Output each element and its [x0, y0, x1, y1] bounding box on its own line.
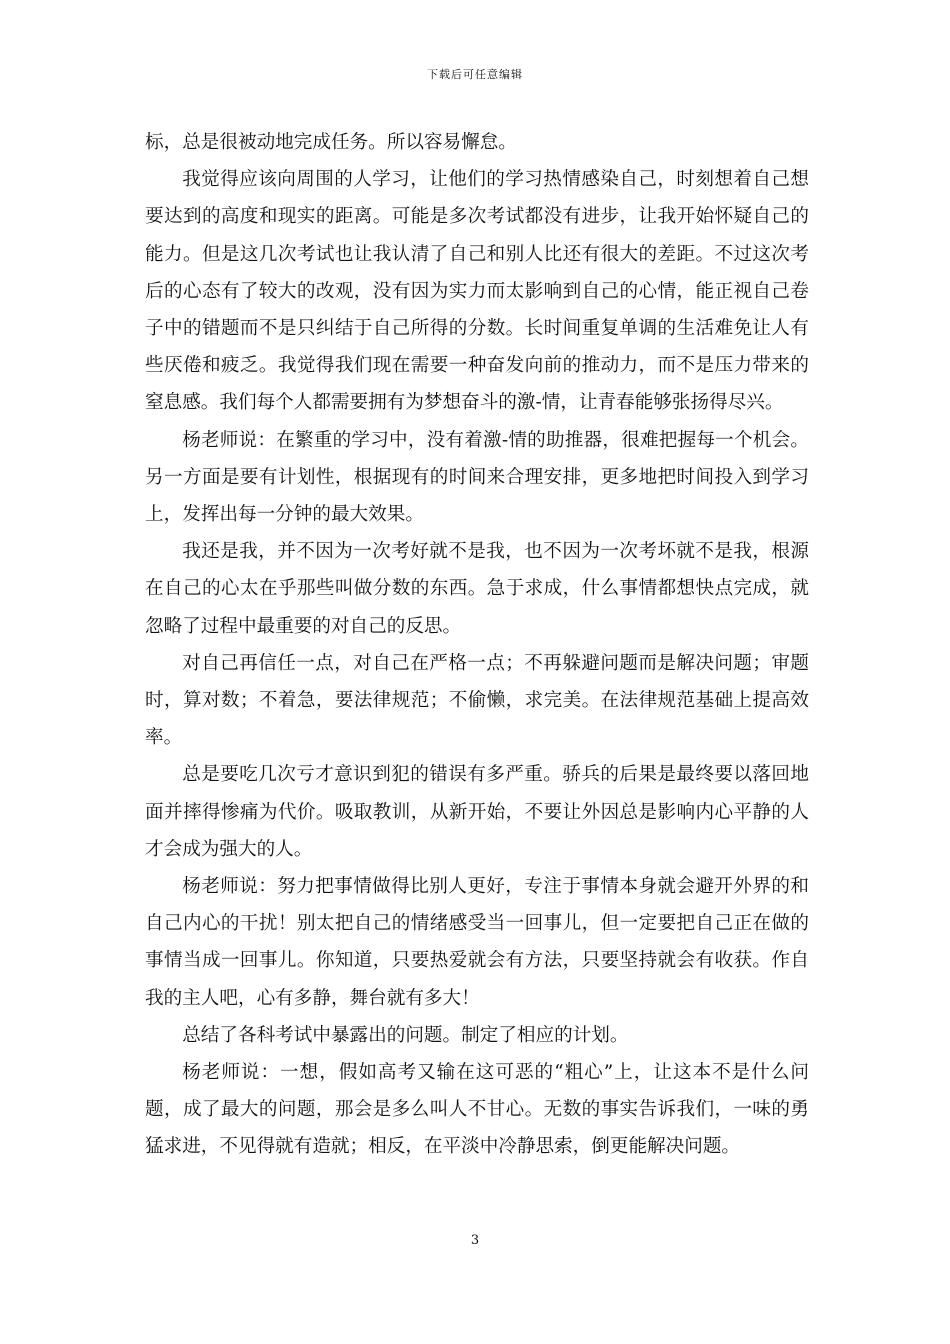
paragraph: 总结了各科考试中暴露出的问题。制定了相应的计划。: [182, 1024, 629, 1046]
paragraph: 对自己再信任一点，对自己在严格一点；不再躲避问题而是解决问题；审题时，算对数；不着急，要法律规范；不偷懒，求完美。在法律规范基础上提高效率。: [145, 652, 809, 749]
paragraph: 总是要吃几次亏才意识到犯的错误有多严重。骄兵的后果是最终要以落回地面并摔得惨痛为代价。吸取教训，从新开始，不要让外因总是影响内心平静的人才会成为强大的人。: [145, 764, 809, 860]
page-number: 3: [470, 1233, 480, 1248]
page-header: 下载后可任意编辑: [427, 68, 523, 81]
paragraph: 杨老师说：努力把事情做得比别人更好，专注于事情本身就会避开外界的和自己内心的干扰！别太把自己的情绪感受当一回事儿，但一定要把自己正在做的事情当成一回事儿。你知道，只要热爱就会有方法，只要坚持就会有收获。作自我的主人吧，心有多静，舞台就有多大！: [145, 876, 809, 1009]
paragraph-continuation: 标，总是很被动地完成任务。所以容易懈怠。: [145, 132, 517, 153]
paragraph: 我觉得应该向周围的人学习，让他们的学习热情感染自己，时刻想着自己想要达到的高度和现实的距离。可能是多次考试都没有进步，让我开始怀疑自己的能力。但是这几次考试也让我认清了自己和别人比还有很大的差距。不过这次考后的心态有了较大的改观，没有因为实力而太影响到自己的心情，能正视自己卷子中的错题而不是只纠结于自己所得的分数。长时间重复单调的生活难免让人有些厌倦和疲乏。我觉得我们现在需要一种奋发向前的推动力，而不是压力带来的窒息感。我们每个人都需要拥有为梦想奋斗的激-情，让青春能够张扬得尽兴。: [145, 169, 809, 414]
paragraph: 杨老师说：在繁重的学习中，没有着激-情的助推器，很难把握每一个机会。另一方面是要有计划性，根据现有的时间来合理安排，更多地把时间投入到学习上，发挥出每一分钟的最大效果。: [145, 429, 809, 526]
document-body: [145, 124, 809, 1166]
paragraph: 我还是我，并不因为一次考好就不是我，也不因为一次考坏就不是我，根源在自己的心太在乎那些叫做分数的东西。急于求成，什么事情都想快点完成，就忽略了过程中最重要的对自己的反思。: [145, 541, 809, 637]
paragraph: 杨老师说：一想，假如高考又输在这可恶的“粗心”上，让这本不是什么问题，成了最大的问题，那会是多么叫人不甘心。无数的事实告诉我们，一味的勇猛求进，不见得就有造就；相反，在平淡中冷静思索，倒更能解决问题。: [145, 1062, 809, 1158]
